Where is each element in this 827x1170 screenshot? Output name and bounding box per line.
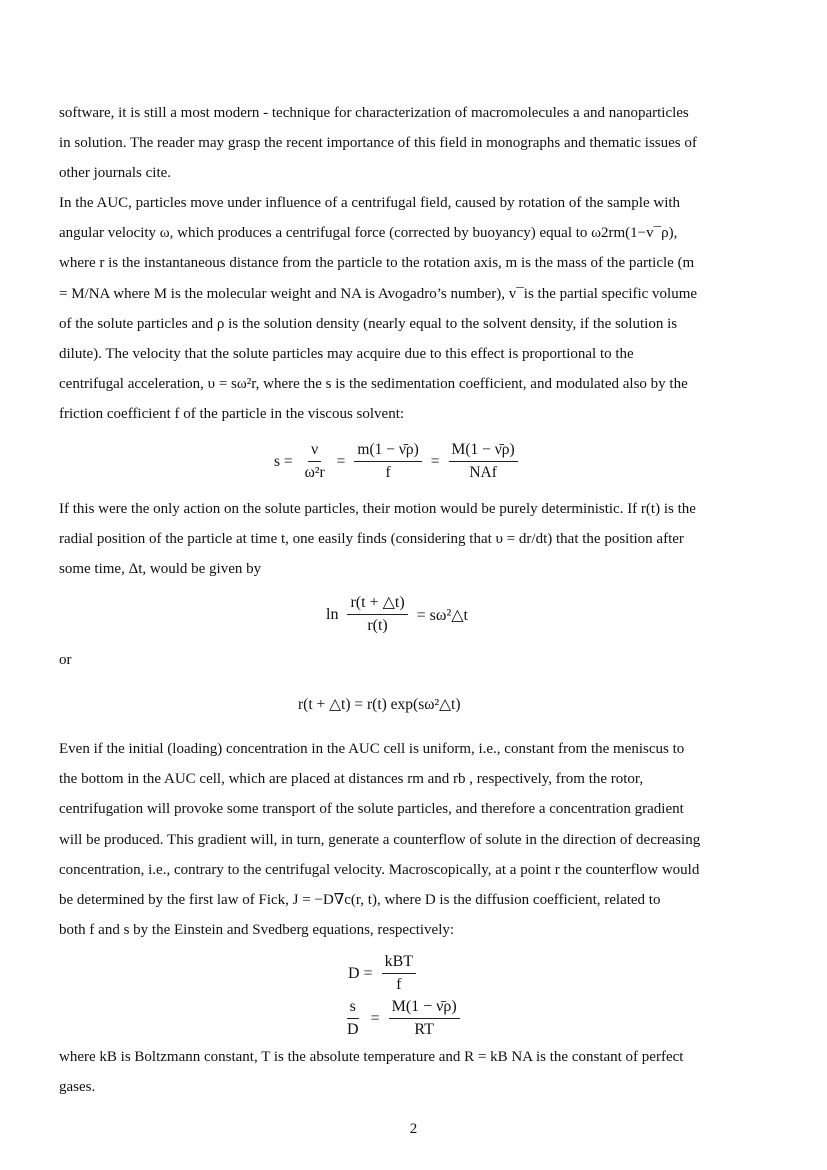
text-line: software, it is still a most modern - technique for characterization of macromolecules a and nanoparticles [59,105,689,121]
text-line: If this were the only action on the solute particles, their motion would be purely deterministic. If r(t) is the [59,501,696,517]
fraction-numerator: kBT [382,953,416,974]
fraction [382,953,416,994]
fraction-numerator: M(1 − ν̄ρ) [389,998,460,1019]
fraction-numerator: M(1 − ν̄ρ) [449,441,518,462]
text-line: other journals cite. [59,165,172,182]
fraction-numerator: s [347,998,359,1019]
fraction [389,998,460,1039]
text-line: radial position of the particle at time t, one easily finds (considering that υ = dr/dt) that the position after [59,531,684,548]
log-operator: ln [326,605,339,623]
fraction-denominator: r(t) [367,617,388,634]
fraction-numerator: r(t + △t) [347,594,407,615]
text-line: where r is the instantaneous distance from the particle to the rotation axis, m is the mass of the particle (m [59,255,695,272]
text-line: some time, Δt, would be given by [59,561,262,578]
fraction [347,594,407,635]
paragraph-deterministic-motion [59,494,771,585]
paragraph-diffusion [59,734,771,945]
equation-svedberg [339,998,465,1039]
fraction [449,441,518,482]
text-line: = M/NA where M is the molecular weight and NA is Avogadro’s number), v¯is the partial specific volume [59,285,698,302]
page-number: 2 [409,1121,418,1137]
text-line: Even if the initial (loading) concentration in the AUC cell is uniform, i.e., constant from the meniscus to [59,741,685,757]
fraction-denominator: D [347,1021,359,1038]
paragraph-auc-forces [59,188,771,430]
fraction-denominator: f [396,976,402,993]
fraction [344,998,362,1039]
fraction-denominator: ω²r [304,464,325,481]
equation-body: r(t + △t) = r(t) exp(sω²△t) [298,696,461,713]
equation-einstein [344,953,421,994]
equals-sign: = [430,452,440,470]
text-line: both f and s by the Einstein and Svedberg equations, respectively: [59,922,455,939]
text-line: the bottom in the AUC cell, which are placed at distances rm and rb , respectively, from the rotor, [59,771,644,788]
fraction-denominator: RT [414,1021,434,1038]
fraction-numerator: ν [308,441,321,462]
text-line: concentration, i.e., contrary to the centrifugal velocity. Macroscopically, at a point r the counterflow would [59,861,700,878]
fraction [354,441,421,482]
text-line: In the AUC, particles move under influence of a centrifugal field, caused by rotation of the sample with [59,195,681,211]
connector-or [59,645,771,675]
equation-exponential [298,695,460,714]
paragraph-constants [59,1042,771,1102]
equation-lhs: D = [348,964,373,982]
text-line: dilute). The velocity that the solute particles may acquire due to this effect is proportional to the [59,346,634,363]
text-line: be determined by the first law of Fick, J = −D∇c(r, t), where D is the diffusion coefficient, related to [59,892,661,909]
fraction-denominator: f [385,464,391,481]
text-line: in solution. The reader may grasp the recent importance of this field in monographs and thematic issues of [59,135,697,152]
text-line: angular velocity ω, which produces a centrifugal force (corrected by buoyancy) equal to ω2rm(1−v¯ρ), [59,225,678,242]
equals-sign: = [370,1009,380,1027]
text-line: centrifugation will provoke some transport of the solute particles, and therefore a concentration gradient [59,801,684,818]
equation-sedimentation-coefficient [270,441,523,482]
fraction-numerator: m(1 − ν̄ρ) [354,441,421,462]
equals-sign: = [336,452,346,470]
text-line: will be produced. This gradient will, in turn, generate a counterflow of solute in the direction of decreasing [59,831,701,848]
equation-log-ratio [322,594,472,635]
equation-lhs: s = [274,452,293,470]
equation-rhs: = sω²△t [416,606,468,624]
fraction [302,441,328,482]
fraction-denominator: NAf [469,464,497,481]
text-line: or [59,652,72,668]
text-line: where kB is Boltzmann constant, T is the absolute temperature and R = kB NA is the constant of perfect [59,1049,684,1065]
text-line: of the solute particles and ρ is the solution density (nearly equal to the solvent density, if the solution is [59,315,678,332]
paragraph-intro [59,98,771,189]
text-line: gases. [59,1079,96,1096]
text-line: centrifugal acceleration, υ = sω²r, where the s is the sedimentation coefficient, and modulated also by the [59,376,688,393]
text-line: friction coefficient f of the particle in the viscous solvent: [59,406,405,423]
